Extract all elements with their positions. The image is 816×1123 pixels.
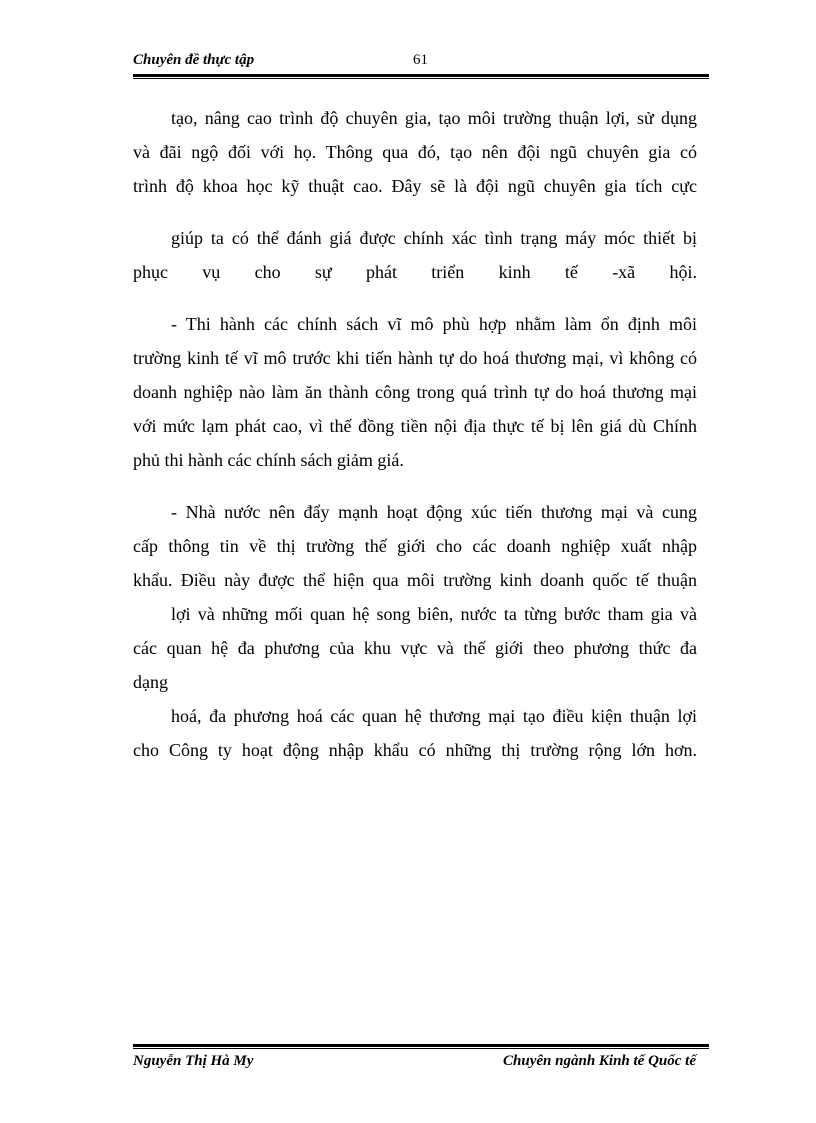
page-header bbox=[133, 52, 708, 72]
body-text bbox=[133, 101, 697, 767]
text-line: phục vụ cho sự phát triển kinh tế -xã hội. bbox=[133, 262, 697, 282]
paragraph-gap bbox=[133, 203, 697, 221]
paragraph-gap bbox=[133, 477, 697, 495]
text-line: và đãi ngộ đối với họ. Thông qua đó, tạo nên đội ngũ chuyên gia có bbox=[133, 142, 697, 162]
text-line: cấp thông tin về thị trường thế giới cho các doanh nghiệp xuất nhập bbox=[133, 536, 697, 556]
text-line: lợi và những mối quan hệ song biên, nước ta từng bước tham gia và bbox=[171, 604, 697, 624]
footer-major: Chuyên ngành Kinh tế Quốc tế bbox=[503, 1053, 696, 1069]
text-line: - Nhà nước nên đẩy mạnh hoạt động xúc tiến thương mại và cung bbox=[171, 502, 697, 522]
paragraph-gap bbox=[133, 289, 697, 307]
footer-author: Nguyễn Thị Hà My bbox=[133, 1053, 254, 1069]
text-line: các quan hệ đa phương của khu vực và thế giới theo phương thức đa bbox=[133, 638, 697, 658]
text-line: doanh nghiệp nào làm ăn thành công trong quá trình tự do hoá thương mại bbox=[133, 382, 697, 402]
text-line: trình độ khoa học kỹ thuật cao. Đây sẽ là đội ngũ chuyên gia tích cực bbox=[133, 176, 697, 196]
text-line: tạo, nâng cao trình độ chuyên gia, tạo môi trường thuận lợi, sử dụng bbox=[171, 108, 697, 128]
header-title: Chuyên đề thực tập bbox=[133, 52, 255, 68]
text-line: với mức lạm phát cao, vì thế đồng tiền nội địa thực tế bị lên giá dù Chính bbox=[133, 416, 697, 436]
text-line: - Thi hành các chính sách vĩ mô phù hợp nhằm làm ổn định môi bbox=[171, 314, 697, 334]
text-line: giúp ta có thể đánh giá được chính xác tình trạng máy móc thiết bị bbox=[171, 228, 697, 248]
footer-rule bbox=[133, 1044, 709, 1049]
text-line: phủ thi hành các chính sách giảm giá. bbox=[133, 450, 404, 470]
text-line: trường kinh tế vĩ mô trước khi tiến hành tự do hoá thương mại, vì không có bbox=[133, 348, 697, 368]
header-rule bbox=[133, 74, 709, 79]
text-line: hoá, đa phương hoá các quan hệ thương mại tạo điều kiện thuận lợi bbox=[171, 706, 697, 726]
page-number: 61 bbox=[413, 52, 428, 68]
text-line: cho Công ty hoạt động nhập khẩu có những thị trường rộng lớn hơn. bbox=[133, 740, 697, 760]
text-line: dạng bbox=[133, 672, 168, 692]
text-line: khẩu. Điều này được thể hiện qua môi trường kinh doanh quốc tế thuận bbox=[133, 570, 697, 590]
